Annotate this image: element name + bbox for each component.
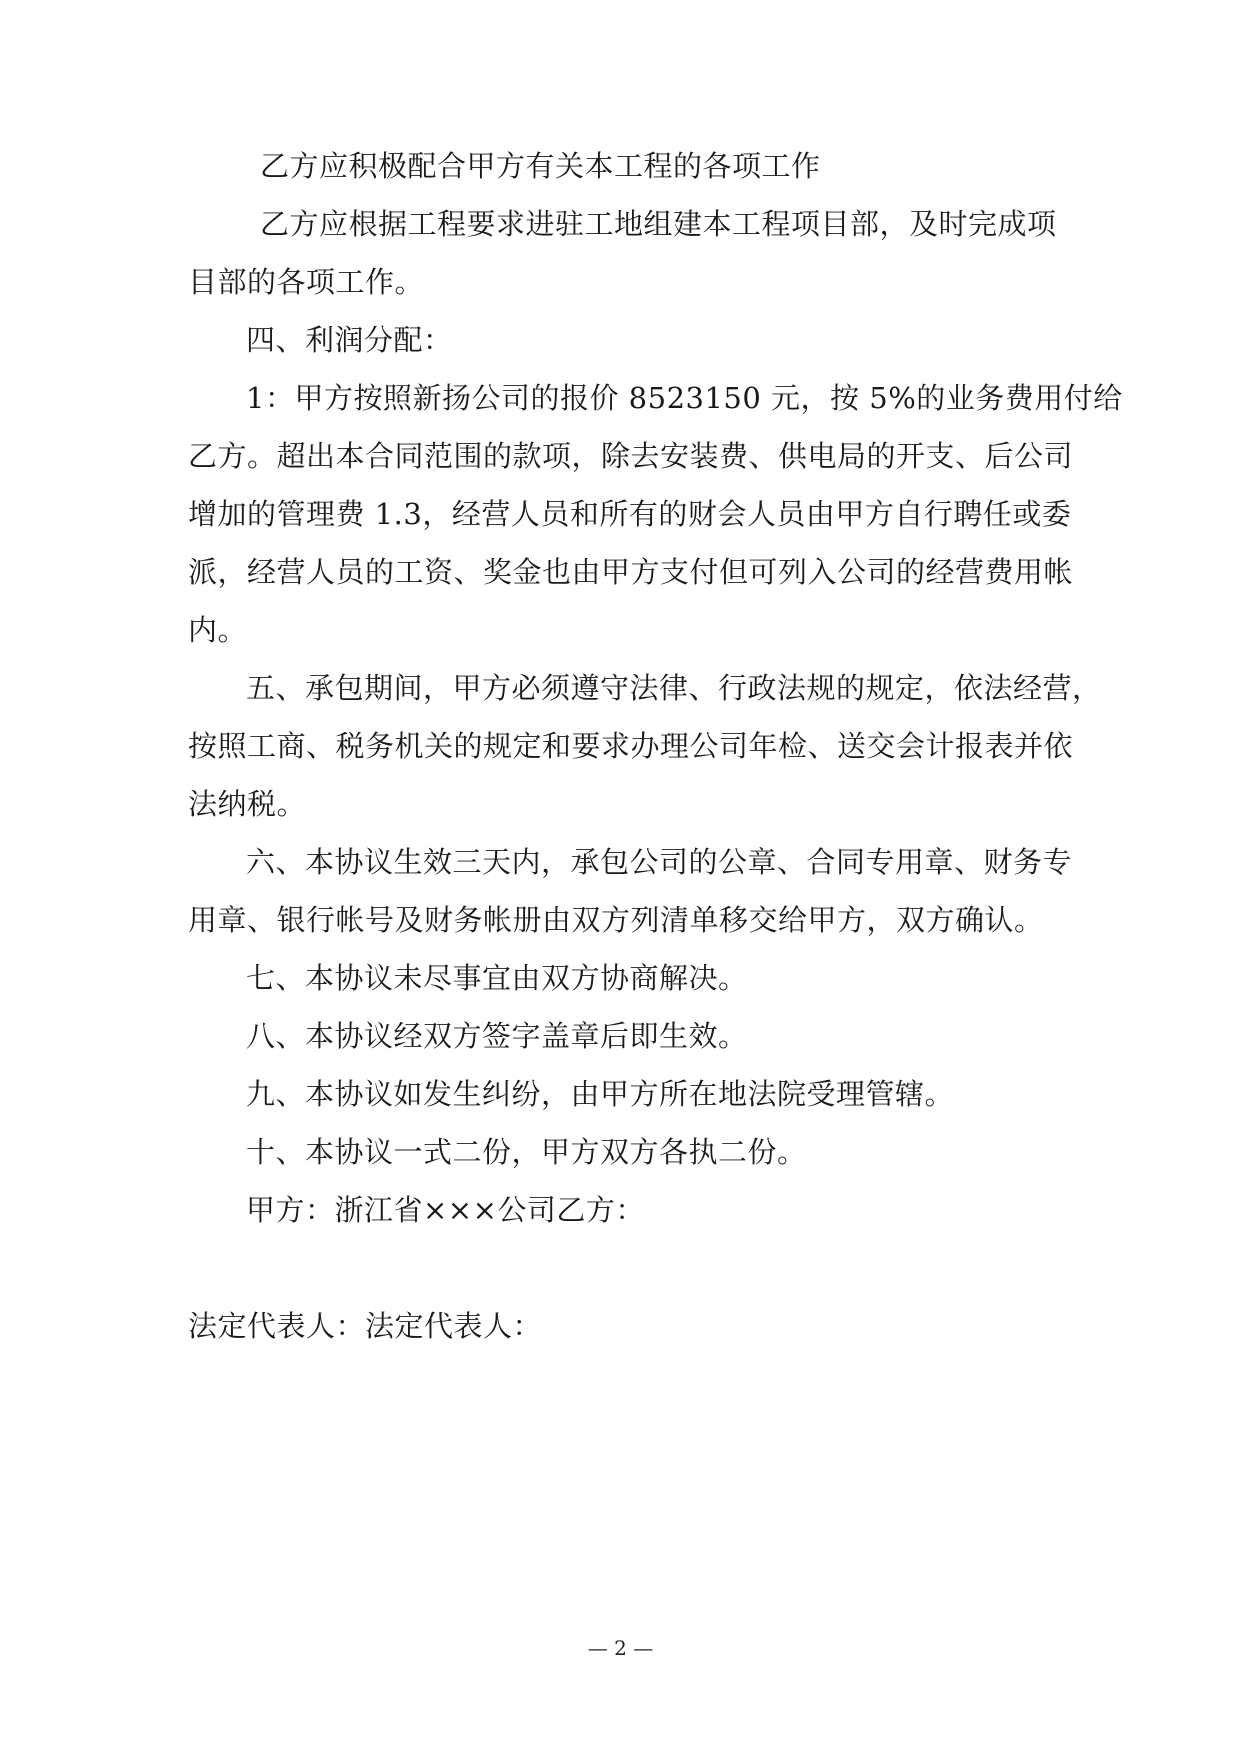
- signature-party-line: 甲方：浙江省×××公司乙方：: [246, 1193, 645, 1227]
- paragraph-line: 派，经营人员的工资、奖金也由甲方支付但可列入公司的经营费用帐: [188, 555, 1074, 589]
- paragraph-line: 增加的管理费 1.3，经营人员和所有的财会人员由甲方自行聘任或委: [188, 497, 1072, 531]
- paragraph-line: 五、承包期间，甲方必须遵守法律、行政法规的规定，依法经营，: [246, 671, 1102, 705]
- paragraph-line: 乙方。超出本合同范围的款项，除去安装费、供电局的开支、后公司: [188, 439, 1074, 473]
- paragraph-line: 乙方应根据工程要求进驻工地组建本工程项目部，及时完成项: [260, 207, 1057, 241]
- paragraph-line: 用章、银行帐号及财务帐册由双方列清单移交给甲方，双方确认。: [188, 903, 1044, 937]
- section-heading: 四、利润分配：: [246, 323, 453, 357]
- paragraph-line: 目部的各项工作。: [188, 265, 425, 299]
- paragraph-line: 七、本协议未尽事宜由双方协商解决。: [246, 961, 748, 995]
- paragraph-line: 内。: [188, 613, 248, 647]
- paragraph-line: 六、本协议生效三天内，承包公司的公章、合同专用章、财务专: [246, 845, 1073, 879]
- legal-representative-line: 法定代表人：法定代表人：: [188, 1309, 543, 1343]
- paragraph-line: 九、本协议如发生纠纷，由甲方所在地法院受理管辖。: [246, 1077, 955, 1111]
- paragraph-line: 按照工商、税务机关的规定和要求办理公司年检、送交会计报表并依: [188, 729, 1074, 763]
- paragraph-line: 法纳税。: [188, 787, 307, 821]
- paragraph-line: 八、本协议经双方签字盖章后即生效。: [246, 1019, 748, 1053]
- page-number: — 2 —: [587, 1636, 654, 1660]
- paragraph-line: 乙方应积极配合甲方有关本工程的各项工作: [260, 149, 821, 183]
- paragraph-line: 1：甲方按照新扬公司的报价 8523150 元，按 5%的业务费用付给: [246, 381, 1123, 415]
- paragraph-line: 十、本协议一式二份，甲方双方各执二份。: [246, 1135, 807, 1169]
